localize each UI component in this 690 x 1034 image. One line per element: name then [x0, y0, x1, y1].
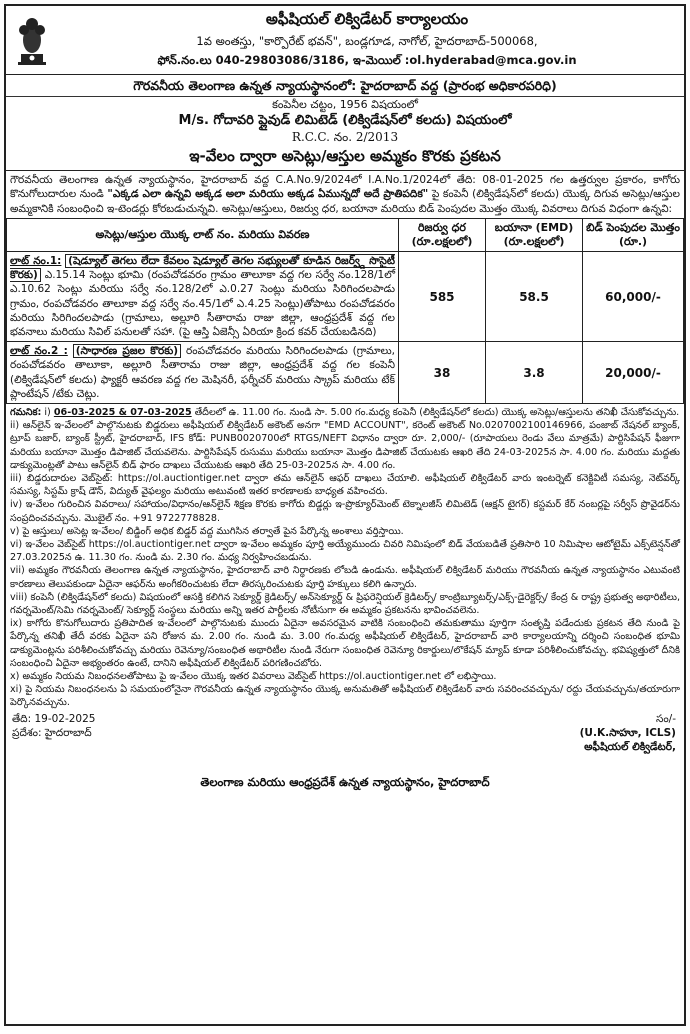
table-row — [7, 251, 684, 341]
col-header-bid: బిడ్ పెంపుదల మొత్తం (రూ.) — [583, 218, 684, 251]
emd-amount: 3.8 — [486, 342, 583, 404]
bid-increment: 60,000/- — [583, 251, 684, 341]
court-name: గౌరవనీయ తెలంగాణ ఉన్నత న్యాయస్థానంలో: హైదరాబాద్ వద్ద (ప్రారంభ అధికారపరిధి) — [6, 77, 684, 97]
lot-label: లాట్ నం.1: — [10, 254, 62, 267]
notice-date: తేది: 19-02-2025 — [12, 712, 96, 725]
act-reference: కంపెనీల చట్టం, 1956 విషయంలో — [272, 98, 418, 111]
signed-mark: సం/- — [655, 712, 676, 725]
court-heading — [6, 75, 684, 171]
auction-notice — [4, 4, 686, 1026]
col-header-description: అసెట్లు/ఆస్తుల యొక్క లాట్ నం. మరియు వివరణ — [7, 218, 399, 251]
signatory-name: (U.K.సాహూ, ICLS) — [579, 726, 676, 739]
notes-section — [6, 404, 684, 712]
note-number: i) — [44, 406, 51, 418]
signature-block — [6, 712, 684, 794]
note-item: ii) ఆన్‌లైన్ ఇ-వేలంలో పాల్గొనుటకు బిడ్డరులు అఫీషియల్ లిక్విడేటర్ అకౌంట్ అనగా "EMD ACCOUNT", కరెంట్ అకౌంట్ No.0207002100146966, పంజాబ్ నేషనల్ బ్యాంక్, ట్రూప్ బజార్, బ్యాంక్ స్ట్రీట్, హైదరాబాద్, IFS కోడ్: PUNB0020700లో RTGS/NEFT విధానం ద్వారా రూ. 2,000/- (రూపాయలు రెండు వేలు మాత్రమే) పార్టిసిపేషన్ ఫీజుగా మరియు బయానా మొత్తం డిపాజిట్ చేయవలెను. పార్టిసిపేషన్ రుసుము మరియు బయానా మొత్తం డిపాజిట్ చేయుటకు ఆఖరి తేది 24-03-2025న సా. 4.00 గం. మరియు మద్దతు డాక్యుమెంట్లతో పాటు ఆన్‌లైన్ బిడ్ ఫారం దాఖలు చేయుటకు ఆఖరి తేది 25-03-2025న సా. 4.00 గం. — [10, 420, 680, 471]
note-item: vi) ఇ-వేలం వెబ్‌సైట్ https://ol.auctiontiger.net ద్వారా ఇ-వేలం అమ్మకం పూర్తి అయ్యేముందు చివరి నిమిషంలో బిడ్ వేయబడితే ప్రతిసారి 10 నిమిషాల ఆటోటైమ్ ఎక్స్‌టెన్షన్‌తో 27.03.2025న ఉ. 11.30 గం. నుండి మ. 2.30 గం. మధ్య నిర్వహించబడును. — [10, 538, 680, 564]
note-item: ix) కాగోరు కొనుగోలుదారు ప్రతిపాదిత ఇ-వేలంలో పాల్గొనుటకు ముందు ఏదైనా అవసరమైన వాటికి సంబంధించి తమకుతాము పూర్తిగా సంతృప్తి పడేందుకు ప్రకటన తేది నుండి పై పేర్కొన్న తనిఖీ తేదీ వరకు ఏదైనా పని రోజున మ. 2.00 గం. నుండి మ. 3.00 గం.మధ్య అఫీషియల్ లిక్విడేటర్, హైదరాబాద్ వారి కార్యాలయాన్ని దర్శించి సంబంధిత భూమి డాక్యుమెంట్లను పరిశీలించుకోవచ్చు మరియు రెవెన్యూ/సంబంధిత అథారిటీల నుండి నేరుగా సంబంధిత రెవెన్యూ రికార్డులు/లొకేషన్ మ్యాప్ కూడా పరిశీలించుకోవచ్చు. భవిష్యత్తులో దీనికి సంబంధించి ఏదైనా అభ్యంతరం ఉంటే, దానిని అఫీషియల్ లిక్విడేటర్ పరిగణించబోరు. — [10, 618, 680, 669]
signatory — [580, 712, 676, 754]
note-item: v) పై ఆస్తులు/ అసెట్ల ఇ-వేలం/ బిడ్డింగ్ అధిక బిడ్డర్ వద్ద ముగిసిన తర్వాతే పైన పేర్కొన్న అంశాలు వర్తిస్తాయి. — [10, 525, 404, 537]
as-is-clause: "ఎక్కడ ఎలా ఉన్నవి అక్కడ అలా మరియు అక్కడ ఏమున్నదో అదే ప్రాతిపదిక" — [107, 188, 429, 201]
intro-text-2: పై కంపెనీ (లిక్విడేషన్‌లో కలదు) యొక్క దిగువ అసెట్లు/ఆస్తుల అమ్మకానికి సంబంధించి ఇ-టెండర్లు కోరబడుచున్నవి. అసెట్లు/ఆస్తులు, రిజర్వు ధర, బయానా మరియు బిడ్ పెంపుదల మొత్తం యొక్క వివరాలు దిగువ విధంగా ఉన్నవి: — [10, 188, 680, 215]
lot-type: (షెడ్యూల్ తెగలు లేదా కేవలం షెడ్యూల్ తెగల సభ్యులతో కూడిన రిజర్వ్డ్ సొసైటీ కొరకు) — [10, 254, 395, 282]
note-item: xi) పై నియమ నిబంధనలను ఏ సమయంలోనైనా గౌరవనీయ ఉన్నత న్యాయస్థానం యొక్క అనుమతితో అఫీషియల్ లిక్విడేటర్ వారు సవరించవచ్చును/ రద్దు చేయవచ్చును/తయారుగా పెర్కొనవచ్చును. — [10, 684, 680, 709]
notice-header — [6, 6, 684, 75]
notice-place: ప్రదేశం: హైదరాబాద్ — [12, 726, 92, 739]
note-item: vii) అమ్మకం గౌరవనీయ తెలంగాణ ఉన్నత న్యాయస్థానం, హైదరాబాద్ వారి నిర్ధారణకు లోబడి ఉండును. అఫీషియల్ లిక్విడేటర్ మరియు గౌరవనీయ ఉన్నత న్యాయస్థానం ఎటువంటి కారణాలు తెలుపకుండా ఏదైనా ఆఫర్‌ను అంగీకరించుటకు లేదా తిరస్కరించుటకు పూర్తి హక్కులు కలిగి ఉన్నారు. — [10, 565, 680, 590]
office-title: అఫీషియల్ లిక్విడేటర్ కార్యాలయం — [265, 10, 469, 28]
intro-paragraph — [6, 171, 684, 218]
note-item: iv) ఇ-వేలం గురించిన వివరాలు/ సహాయం/విధానం/ఆన్‌లైన్ శిక్షణ కొరకు కాగోరు బిడ్డర్లు ఇ-ప్రొక్యూర్‌మెంట్ టెక్నాలజీస్ లిమిటెడ్ (ఆక్షన్ టైగర్) కస్టమర్ కేర్ నంబర్లపై సర్వీస్ ప్రొవైడర్‌ను సంప్రదించవచ్చును. మొబైల్ నం. +91 9722778828. — [10, 499, 680, 524]
reserve-price: 585 — [399, 251, 486, 341]
note-text: తేదీలలో ఉ. 11.00 గం. నుండి సా. 5.00 గం.మధ్య కంపెనీ (లిక్విడేషన్‌లో కలదు) యొక్క అసెట్లు/ఆస్తులను తనిఖీ చేసుకోవచ్చును. — [194, 406, 680, 418]
notes-label: గమనిక: — [10, 406, 42, 418]
table-header-row — [7, 218, 684, 251]
office-address: 1వ అంతస్తు, "కార్పొరేట్ భవన్", బండ్లగూడ, నాగోల్, హైదరాబాద్-500068, — [196, 34, 538, 48]
company-name: M/s. గోదావరి ప్లైవుడ్ లిమిటెడ్ (లిక్విడేషన్‌లో కలదు) విషయంలో — [178, 113, 512, 128]
national-emblem-icon — [12, 10, 52, 68]
intro-text-1: గౌరవనీయ తెలంగాణ ఉన్నత న్యాయస్థానం, హైదరాబాద్ వద్ద C.A.No.9/2024లో I.A.No.1/2024లో తేది: 08-01-2025 గల ఉత్తర్వుల ప్రకారం, కాగోరు కొనుగోలుదారుల నుండి — [10, 174, 680, 201]
note-item: iii) బిడ్డరుదారుల వెబ్‌సైట్: https://ol.auctiontiger.net ద్వారా తమ ఆన్‌లైన్ ఆఫర్ దాఖలు చేయాలి. అఫీషియల్ లిక్విడేటర్ వారు ఇంటర్నెట్ కనెక్టివిటీ సమస్య, నెట్‌వర్క్ సమస్య, సిస్టమ్ క్రాష్ డౌన్, విద్యుత్ వైఫల్యం మరియు అటువంటి ఇతర కారణాలకు బాధ్యత వహించరు. — [10, 472, 680, 498]
note-item: viii) కంపెనీ (లిక్విడేషన్‌లో కలదు) విషయంలో ఆసక్తి కలిగిన సెక్యూర్డ్ క్రెడిటర్స్/ అన్‌సెక్యూర్డ్ & ప్రిఫరెన్షియల్ క్రెడిటర్స్/ కాంట్రిబ్యూటర్స్/ఎక్స్-డైరెక్టర్స్/ కేంద్ర & రాష్ట్ర ప్రభుత్వ అథారిటీలు, గవర్నమెంట్/సెమి గవర్నమెంట్/ సెక్యూర్డ్ సంస్థలు మరియు అన్ని ఇతర పార్టీలకు నోటీసుగా ఈ అమ్మకం ప్రకటనను భావించవలెను. — [10, 591, 680, 616]
date-place — [12, 712, 95, 740]
notice-title: ఇ-వేలం ద్వారా అసెట్లు/ఆస్తుల అమ్మకం కొరకు ప్రకటన — [189, 147, 501, 165]
table-row — [7, 342, 684, 404]
bid-increment: 20,000/- — [583, 342, 684, 404]
signatory-designation: అఫీషియల్ లిక్విడేటర్, — [584, 740, 676, 753]
reserve-price: 38 — [399, 342, 486, 404]
lot-details: ఎ.15.14 సెంట్లు భూమి (రంపచోడవరం గ్రామం తాలూకా వద్ద గల సర్వే నం.128/1లో ఎ.10.62 సెంట్లు మరియు సర్వే నం.128/2లో ఎ.0.27 సెంట్లు మరియు సిరిగిందలపాడు గ్రామం, రంపచోడవరం తాలూకా వద్ద సర్వే నం.45/1లో ఎ.4.25 సెంట్లు)తోపాటు రంపచోడవరం మరియు సిరిగిందలపాడు (గ్రామాలు, అల్లూరి సీతారామ రాజు జిల్లా, ఆంధ్రప్రదేశ్ వద్ద గల భవనాలు మరియు సివిల్ పనులతో సహా. (పై ఆస్తి ఏజెన్సీ ఏరియా క్రింద కవర్ చేయబడినది) — [10, 269, 395, 338]
case-number: R.C.C. నం. 2/2013 — [291, 130, 399, 144]
lot-details: రంపచోడవరం మరియు సిరిగిందలపాడు (గ్రామాలు, రంపచోడవరం తాలూకా, అల్లూరి సీతారామ రాజు జిల్లా, ఆంధ్రప్రదేశ్ వద్ద గల కంపెనీ (లిక్విడేషన్‌లో కలదు) ఫ్యాక్టరీ ఆవరణ వద్ద గల మెషినరీ, ఫర్నీచర్ మరియు స్క్రాప్ మరియు టేక్ ప్లాంటేషన్ /టేకు చెట్లు. — [10, 345, 395, 400]
lot-description — [7, 342, 399, 404]
note-item: x) అమ్మకం నియమ నిబంధనలతోపాటు పై ఇ-వేలం యొక్క ఇతర వివరాలు వెబ్‌సైట్ https://ol.auctiontiger.net లో లభిస్తాయి. — [10, 670, 497, 682]
note-item — [10, 406, 680, 419]
emd-amount: 58.5 — [486, 251, 583, 341]
inspection-dates: 06-03-2025 & 07-03-2025 — [53, 406, 192, 418]
signatory-court: తెలంగాణ మరియు ఆంధ్రప్రదేశ్ ఉన్నత న్యాయస్థానం, హైదరాబాద్ — [200, 774, 490, 789]
col-header-emd: బయానా (EMD) (రూ.లక్షలలో) — [486, 218, 583, 251]
lots-table — [6, 218, 684, 404]
office-contact: ఫోన్.నం.లు 040-29803086/3186, ఇ-మెయిల్ :ol.hyderabad@mca.gov.in — [157, 53, 577, 67]
col-header-reserve: రిజర్వు ధర (రూ.లక్షలలో) — [399, 218, 486, 251]
lot-type: (సాధారణ ప్రజల కొరకు) — [73, 344, 181, 358]
lot-description — [7, 251, 399, 341]
lot-label: లాట్ నం.2 : — [10, 345, 68, 358]
